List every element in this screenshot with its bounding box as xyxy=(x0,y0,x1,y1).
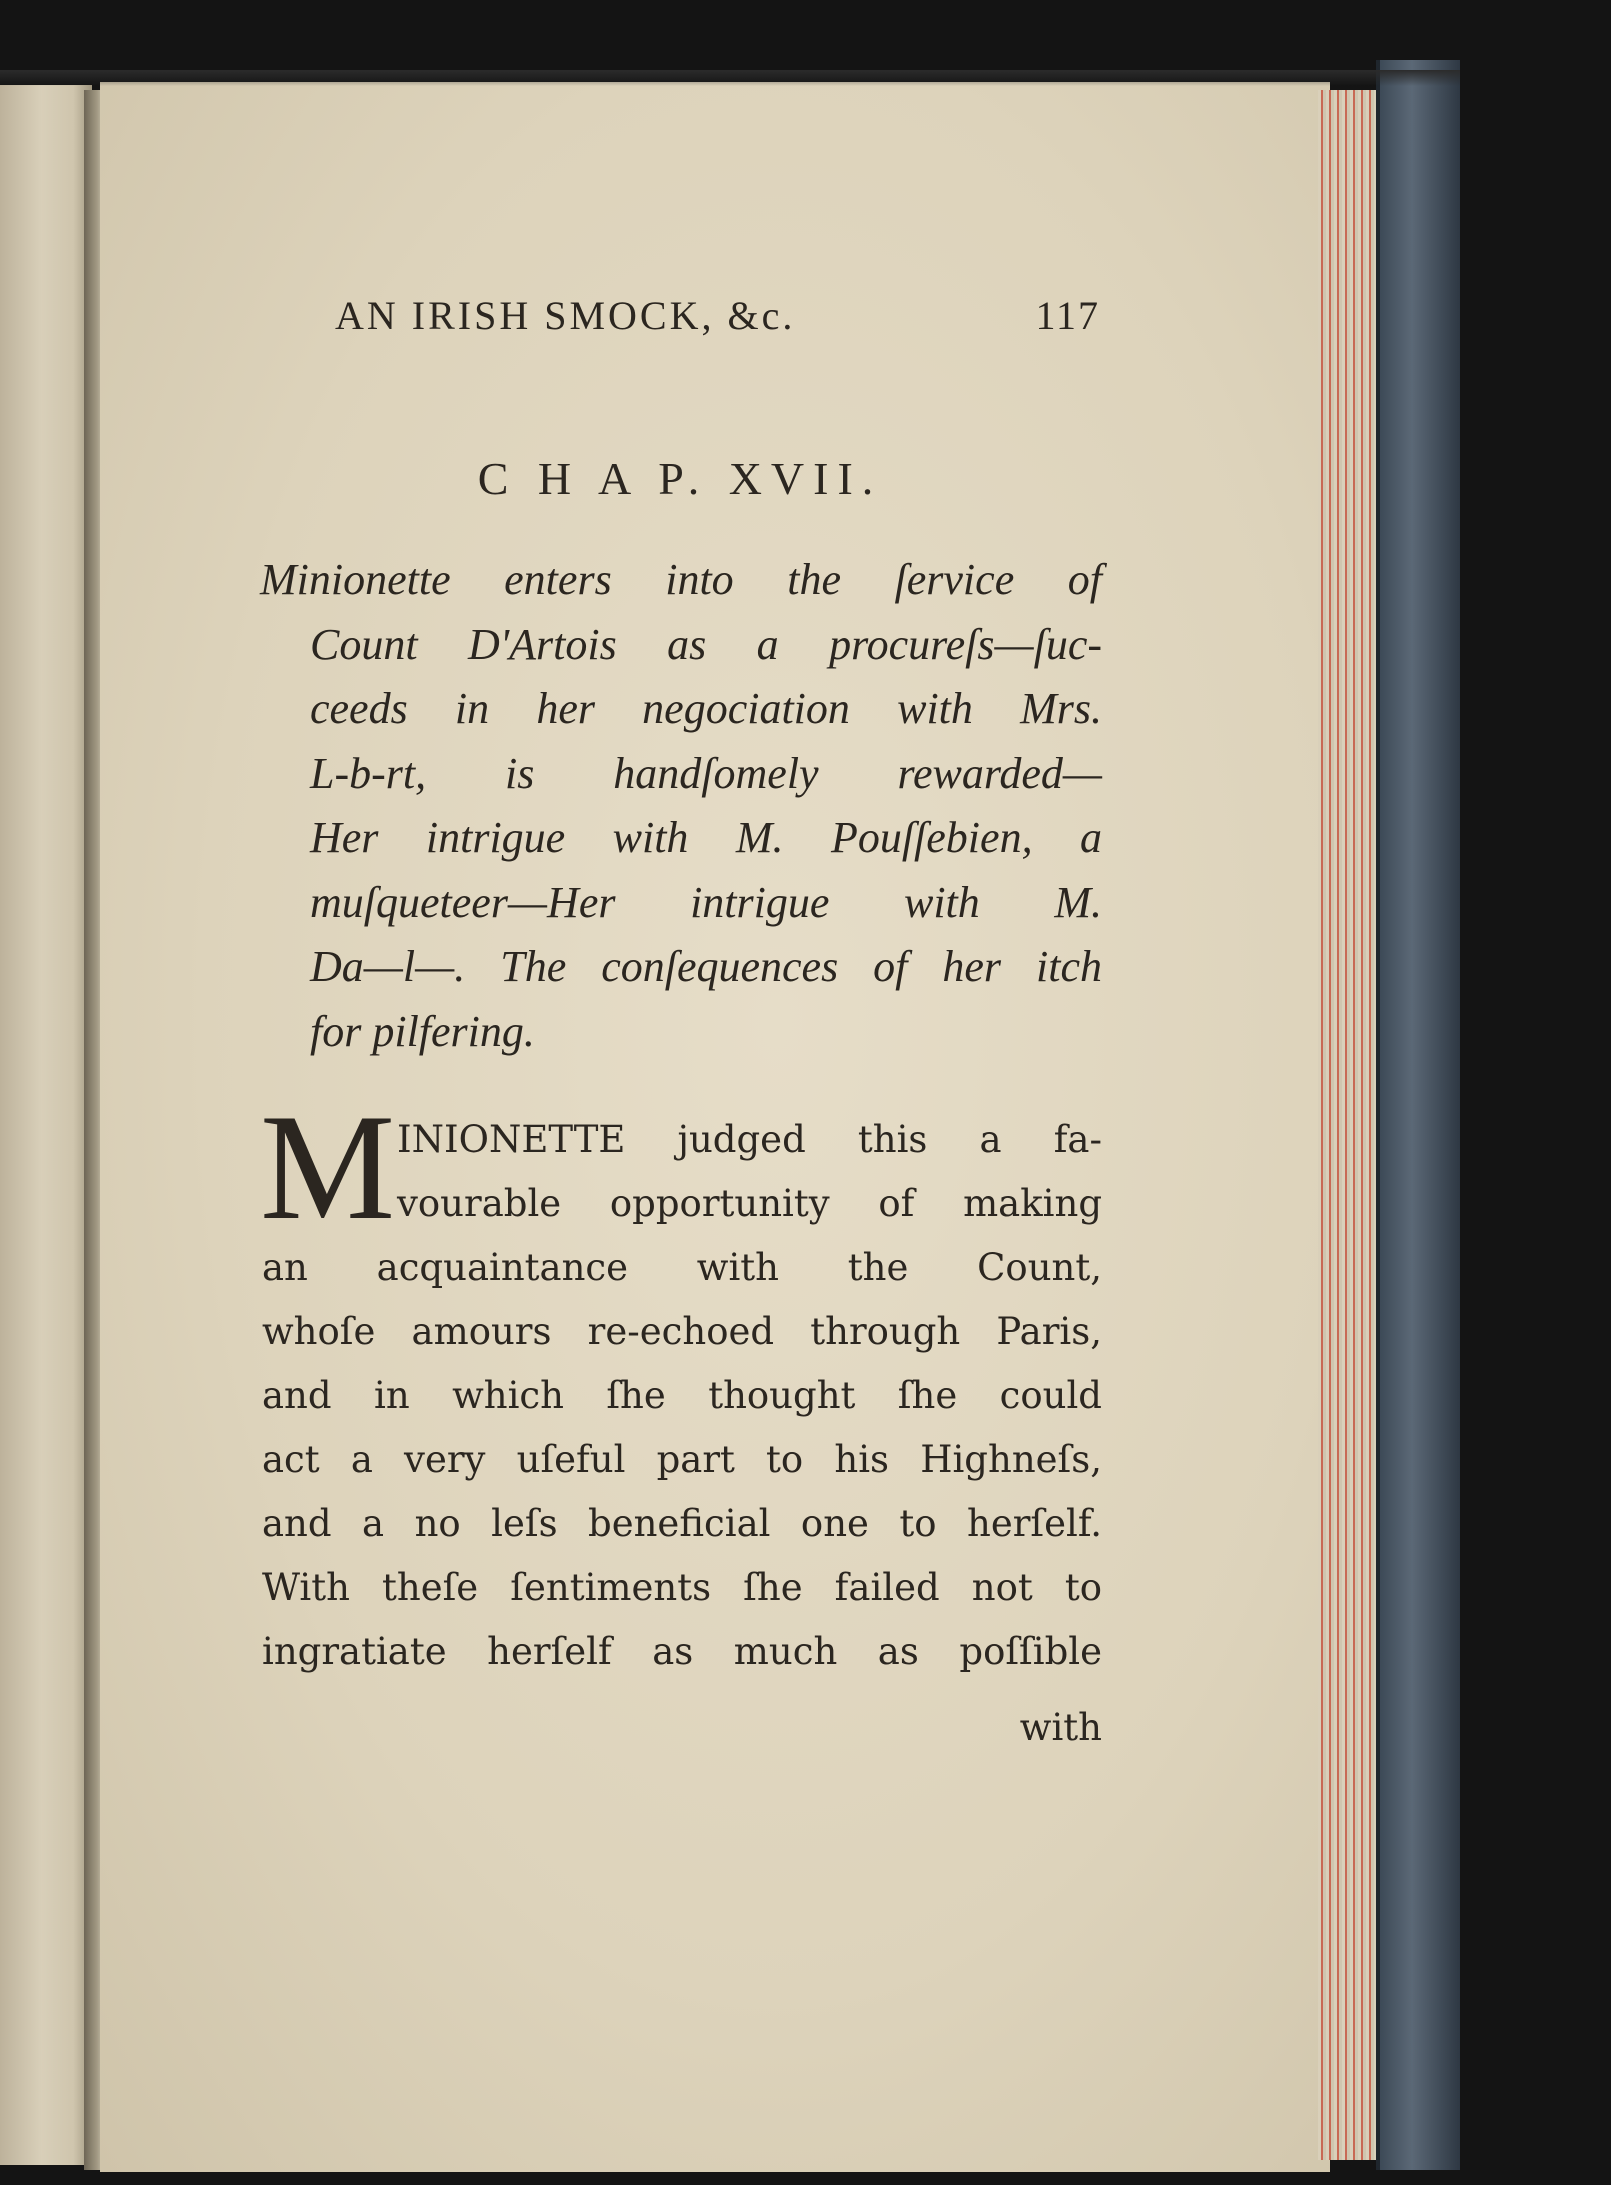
body-line: act a very uſeful part to his Highneſs, xyxy=(262,1438,1102,1481)
body-line: and in which ſhe thought ſhe could xyxy=(262,1374,1102,1417)
body-line: vourable opportunity of making xyxy=(397,1182,1102,1225)
summary-line: ceeds in her negociation with Mrs. xyxy=(310,684,1102,733)
page-number: 117 xyxy=(1035,293,1100,338)
top-shadow xyxy=(0,70,1460,86)
drop-cap: M xyxy=(260,1083,396,1251)
body-line: an acquaintance with the Count, xyxy=(262,1246,1102,1289)
body-line: ingratiate herſelf as much as poſſible xyxy=(262,1630,1102,1673)
summary-line: Minionette enters into the ſervice of xyxy=(260,555,1102,604)
running-title: AN IRISH SMOCK, &c. xyxy=(335,293,796,338)
body-line: and a no leſs beneficial one to herſelf. xyxy=(262,1502,1102,1545)
catchword: with xyxy=(1019,1706,1102,1749)
summary-line: L-b-rt, is handſomely rewarded— xyxy=(310,748,1102,798)
facing-page-edge xyxy=(0,85,92,2165)
body-line: INIONETTE judged this a fa- xyxy=(397,1118,1102,1161)
summary-line: Da—l—. The conſequences of her itch xyxy=(310,942,1102,991)
book-cover-edge xyxy=(1376,60,1460,2170)
summary-line: Count D'Artois as a procureſs—ſuc- xyxy=(310,619,1102,669)
summary-line: muſqueteer—Her intrigue with M. xyxy=(310,877,1102,927)
running-header xyxy=(335,292,1100,352)
body-paragraph xyxy=(262,1108,1102,1684)
body-line: whoſe amours re-echoed through Paris, xyxy=(262,1310,1102,1353)
body-line: With theſe ſentiments ſhe failed not to xyxy=(262,1566,1102,1609)
chapter-heading: C H A P. XVII. xyxy=(477,453,883,504)
summary-line: Her intrigue with M. Pouſſebien, a xyxy=(310,813,1102,862)
summary-line: for pilfering. xyxy=(310,1006,535,1056)
chapter-summary xyxy=(260,548,1102,1064)
page-fore-edge xyxy=(1318,90,1376,2160)
